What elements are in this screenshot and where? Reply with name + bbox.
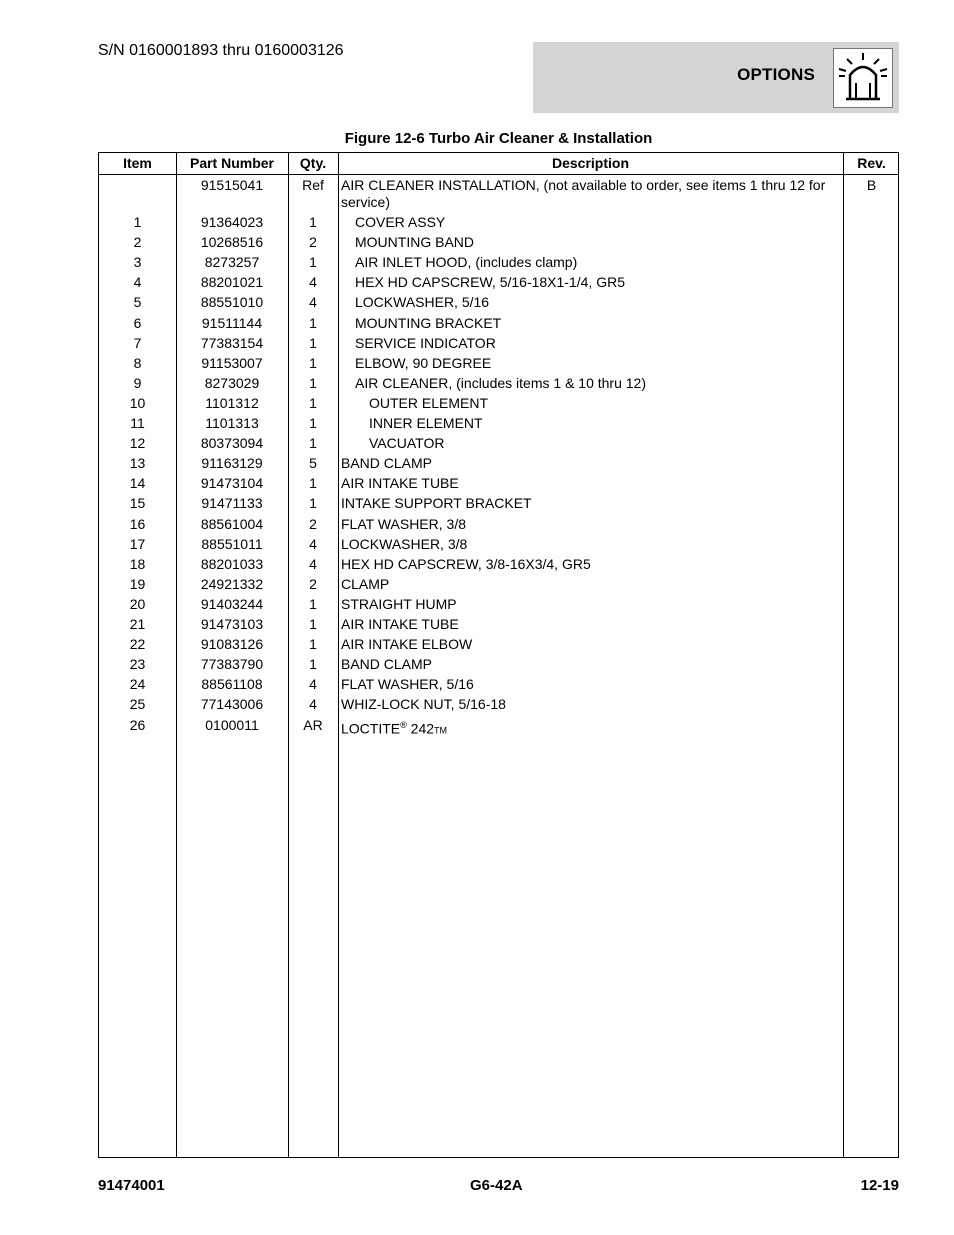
description: AIR INTAKE ELBOW bbox=[341, 636, 473, 653]
part-number: 91153007 bbox=[201, 354, 263, 371]
description: ELBOW, 90 DEGREE bbox=[355, 354, 492, 371]
part-number: 88201021 bbox=[200, 274, 264, 291]
quantity: 4 bbox=[309, 676, 317, 693]
item-number: 2 bbox=[133, 234, 142, 251]
quantity: 1 bbox=[309, 616, 317, 632]
header-qty: Qty. bbox=[299, 155, 327, 171]
footer-page-number: 12-19 bbox=[860, 1177, 899, 1194]
description: FLAT WASHER, 3/8 bbox=[341, 515, 466, 532]
item-number: 16 bbox=[129, 515, 146, 532]
description: FLAT WASHER, 5/16 bbox=[341, 676, 474, 693]
part-number: 91473103 bbox=[200, 616, 264, 632]
item-number: 14 bbox=[129, 475, 146, 492]
part-number: 77143006 bbox=[200, 696, 264, 713]
description: AIR CLEANER, (includes items 1 & 10 thru 12) bbox=[355, 374, 647, 391]
header-rev: Rev. bbox=[857, 155, 886, 171]
quantity: 1 bbox=[309, 495, 317, 512]
registered-mark: ® bbox=[400, 719, 407, 730]
item-number: 25 bbox=[129, 696, 146, 713]
options-lamp-icon bbox=[833, 48, 893, 108]
header-part-number: Part Number bbox=[189, 155, 275, 171]
description: HEX HD CAPSCREW, 3/8-16X3/4, GR5 bbox=[341, 555, 591, 572]
quantity: 4 bbox=[309, 274, 317, 291]
description: INTAKE SUPPORT BRACKET bbox=[341, 495, 532, 512]
quantity: 1 bbox=[309, 334, 317, 351]
description: WHIZ-LOCK NUT, 5/16-18 bbox=[341, 696, 506, 713]
item-number: 15 bbox=[129, 495, 146, 512]
quantity: 1 bbox=[309, 415, 317, 431]
section-tab bbox=[533, 42, 899, 113]
header-description: Description bbox=[551, 155, 629, 171]
trademark-mark: TM bbox=[434, 725, 448, 736]
quantity: 1 bbox=[309, 314, 317, 331]
part-number: 88551011 bbox=[201, 535, 263, 552]
quantity: 5 bbox=[309, 455, 317, 472]
part-number: 80373094 bbox=[200, 435, 264, 452]
quantity: 4 bbox=[309, 535, 317, 552]
description: VACUATOR bbox=[369, 435, 445, 452]
item-number: 10 bbox=[129, 394, 146, 411]
part-number: 91511144 bbox=[201, 314, 263, 331]
item-number: 20 bbox=[129, 595, 146, 612]
quantity: AR bbox=[303, 716, 323, 733]
item-number: 5 bbox=[133, 294, 142, 311]
item-number: 26 bbox=[129, 716, 146, 733]
description: AIR CLEANER INSTALLATION, (not available to order, see items 1 thru 12 for service) bbox=[341, 177, 826, 210]
part-number: 91364023 bbox=[200, 214, 264, 230]
quantity: 4 bbox=[309, 294, 317, 311]
part-number: 8273257 bbox=[204, 254, 260, 271]
quantity: 1 bbox=[309, 374, 317, 391]
header-divider bbox=[99, 174, 898, 175]
description: AIR INLET HOOD, (includes clamp) bbox=[355, 254, 578, 271]
quantity: 2 bbox=[309, 515, 317, 532]
description-text: LOCTITE bbox=[341, 720, 401, 737]
parts-table bbox=[98, 152, 899, 1158]
description: OUTER ELEMENT bbox=[369, 394, 489, 411]
part-number: 0100011 bbox=[205, 716, 259, 733]
part-number: 1101312 bbox=[205, 394, 259, 411]
description: INNER ELEMENT bbox=[369, 415, 483, 431]
header-item: Item bbox=[123, 155, 152, 171]
quantity: 1 bbox=[309, 595, 317, 612]
quantity: 1 bbox=[309, 656, 317, 673]
item-number: 4 bbox=[133, 274, 142, 291]
description-suffix: 242 bbox=[406, 720, 435, 737]
part-number: 77383790 bbox=[200, 656, 264, 673]
section-title: OPTIONS bbox=[737, 65, 815, 84]
part-number: 88561108 bbox=[201, 676, 263, 693]
item-number: 8 bbox=[133, 354, 142, 371]
description: LOCKWASHER, 3/8 bbox=[341, 535, 468, 552]
description: CLAMP bbox=[341, 575, 390, 592]
quantity: 2 bbox=[309, 234, 317, 251]
quantity: 1 bbox=[309, 475, 317, 492]
part-number: 91083126 bbox=[200, 636, 264, 653]
quantity: 1 bbox=[309, 214, 317, 230]
item-number: 22 bbox=[129, 636, 146, 653]
part-number: 77383154 bbox=[200, 334, 264, 351]
item-number: 7 bbox=[133, 334, 142, 351]
footer-model: G6-42A bbox=[470, 1177, 523, 1194]
item-number: 11 bbox=[130, 415, 145, 431]
quantity: 1 bbox=[309, 254, 317, 271]
quantity: 2 bbox=[309, 575, 317, 592]
description: COVER ASSY bbox=[355, 214, 446, 230]
description: AIR INTAKE TUBE bbox=[341, 616, 459, 632]
item-number: 13 bbox=[129, 455, 146, 472]
quantity: 1 bbox=[309, 636, 317, 653]
figure-title: Figure 12-6 Turbo Air Cleaner & Installation bbox=[344, 130, 653, 147]
part-number: 91471133 bbox=[201, 495, 263, 512]
quantity: 1 bbox=[309, 435, 317, 452]
description: AIR INTAKE TUBE bbox=[341, 475, 459, 492]
item-number: 9 bbox=[133, 374, 142, 391]
description bbox=[338, 717, 843, 740]
item-number: 12 bbox=[129, 435, 146, 452]
item-number: 18 bbox=[129, 555, 146, 572]
description: BAND CLAMP bbox=[341, 455, 433, 472]
column-divider bbox=[843, 153, 844, 1157]
item-number: 23 bbox=[129, 656, 146, 673]
description: MOUNTING BRACKET bbox=[355, 314, 502, 331]
part-number: 91403244 bbox=[200, 595, 264, 612]
quantity: Ref bbox=[302, 177, 324, 193]
item-number: 17 bbox=[129, 535, 146, 552]
item-number: 1 bbox=[133, 214, 142, 230]
description: MOUNTING BAND bbox=[355, 234, 474, 251]
part-number: 88561004 bbox=[200, 515, 264, 532]
revision: B bbox=[866, 177, 877, 193]
quantity: 4 bbox=[309, 555, 317, 572]
footer-doc-number: 91474001 bbox=[98, 1177, 165, 1194]
description: HEX HD CAPSCREW, 5/16-18X1-1/4, GR5 bbox=[355, 274, 625, 291]
description: BAND CLAMP bbox=[341, 656, 433, 673]
part-number: 88201033 bbox=[200, 555, 264, 572]
part-number: 10268516 bbox=[200, 234, 264, 251]
description: STRAIGHT HUMP bbox=[341, 595, 457, 612]
part-number: 24921332 bbox=[200, 575, 264, 592]
part-number: 88551010 bbox=[200, 294, 264, 311]
item-number: 24 bbox=[129, 676, 146, 693]
item-number: 19 bbox=[129, 575, 146, 592]
item-number: 6 bbox=[133, 314, 142, 331]
serial-number-range: S/N 0160001893 thru 0160003126 bbox=[98, 42, 344, 59]
part-number: 8273029 bbox=[204, 374, 260, 391]
quantity: 1 bbox=[309, 354, 317, 371]
description: SERVICE INDICATOR bbox=[355, 334, 496, 351]
part-number: 1101313 bbox=[205, 415, 259, 431]
part-number: 91515041 bbox=[200, 177, 264, 193]
item-number: 3 bbox=[133, 254, 142, 271]
item-number: 21 bbox=[129, 616, 146, 632]
part-number: 91163129 bbox=[201, 455, 263, 472]
description: LOCKWASHER, 5/16 bbox=[355, 294, 490, 311]
quantity: 4 bbox=[309, 696, 317, 713]
part-number: 91473104 bbox=[200, 475, 264, 492]
quantity: 1 bbox=[309, 394, 317, 411]
